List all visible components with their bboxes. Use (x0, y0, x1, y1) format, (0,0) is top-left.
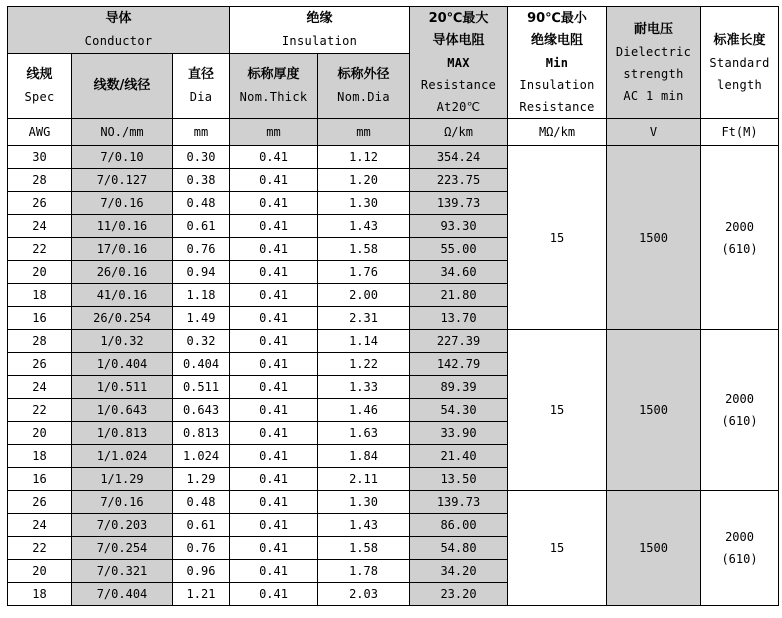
header-length-en2: length (716, 77, 763, 92)
cell-resistance: 86.00 (410, 514, 508, 537)
header-nom-dia-zh: 标称外径 (337, 67, 390, 82)
cell-strand: 1/1.29 (72, 468, 173, 491)
header-nom-thick-en: Nom.Thick (239, 90, 308, 104)
cell-nom-thick: 0.41 (230, 215, 318, 238)
cell-nom-thick: 0.41 (230, 422, 318, 445)
cell-resistance: 21.40 (410, 445, 508, 468)
header-spec-zh: 线规 (26, 67, 53, 82)
cell-insulation-resistance: 15 (508, 146, 607, 330)
header-nom-dia (318, 54, 410, 119)
cell-spec: 22 (8, 238, 72, 261)
header-resistance-zh2: 导体电阻 (432, 32, 485, 48)
cell-nom-dia: 1.33 (318, 376, 410, 399)
cell-nom-thick: 0.41 (230, 238, 318, 261)
cell-strand: 1/0.32 (72, 330, 173, 353)
cell-nom-thick: 0.41 (230, 146, 318, 169)
cell-spec: 22 (8, 399, 72, 422)
cell-strand: 7/0.321 (72, 560, 173, 583)
cell-dia: 0.813 (173, 422, 230, 445)
cell-dielectric-voltage: 1500 (607, 491, 701, 606)
cell-resistance: 93.30 (410, 215, 508, 238)
cell-spec: 26 (8, 353, 72, 376)
cell-dia: 0.76 (173, 238, 230, 261)
cell-dia: 0.32 (173, 330, 230, 353)
cell-insulation-resistance: 15 (508, 491, 607, 606)
cell-resistance: 223.75 (410, 169, 508, 192)
cell-nom-dia: 2.00 (318, 284, 410, 307)
cell-dia: 1.18 (173, 284, 230, 307)
cell-strand: 1/0.511 (72, 376, 173, 399)
cell-spec: 24 (8, 514, 72, 537)
cell-strand: 7/0.404 (72, 583, 173, 606)
cell-resistance: 227.39 (410, 330, 508, 353)
cell-standard-length (701, 330, 779, 491)
length-ft-value: 2000 (725, 530, 754, 544)
header-nom-dia-en: Nom.Dia (337, 90, 390, 104)
cell-dia: 0.76 (173, 537, 230, 560)
cell-nom-dia: 2.31 (318, 307, 410, 330)
unit-spec: AWG (8, 119, 72, 146)
unit-dielectric: V (607, 119, 701, 146)
header-spec (8, 54, 72, 119)
cell-dia: 0.404 (173, 353, 230, 376)
header-resistance-en3: At20℃ (436, 99, 481, 114)
cell-standard-length (701, 491, 779, 606)
header-spec-en: Spec (24, 90, 55, 104)
header-ir-en1: Min (545, 55, 569, 70)
cell-strand: 1/0.404 (72, 353, 173, 376)
cell-nom-thick: 0.41 (230, 307, 318, 330)
cell-nom-dia: 1.63 (318, 422, 410, 445)
cell-spec: 24 (8, 376, 72, 399)
length-m-value: (610) (721, 552, 758, 566)
cell-dia: 1.024 (173, 445, 230, 468)
cell-dia: 0.61 (173, 215, 230, 238)
length-m-value: (610) (721, 241, 758, 256)
cell-standard-length (701, 146, 779, 330)
cell-strand: 7/0.127 (72, 169, 173, 192)
unit-strand: NO./mm (72, 119, 173, 146)
cell-dia: 0.30 (173, 146, 230, 169)
cell-resistance: 142.79 (410, 353, 508, 376)
cell-nom-dia: 1.12 (318, 146, 410, 169)
cell-nom-thick: 0.41 (230, 330, 318, 353)
cell-dia: 1.49 (173, 307, 230, 330)
unit-resistance: Ω/km (410, 119, 508, 146)
unit-length: Ft(M) (701, 119, 779, 146)
cell-strand: 7/0.16 (72, 491, 173, 514)
header-dielectric-zh: 耐电压 (634, 21, 674, 37)
cell-dia: 0.48 (173, 192, 230, 215)
cell-nom-dia: 1.46 (318, 399, 410, 422)
header-ir-zh1: 90℃最小 (527, 10, 587, 26)
cell-nom-thick: 0.41 (230, 491, 318, 514)
cell-strand: 26/0.16 (72, 261, 173, 284)
header-length (701, 7, 779, 119)
length-ft-value: 2000 (725, 219, 754, 234)
cell-nom-dia: 1.22 (318, 353, 410, 376)
cell-resistance: 54.80 (410, 537, 508, 560)
cell-strand: 7/0.16 (72, 192, 173, 215)
cell-spec: 28 (8, 169, 72, 192)
cell-strand: 1/0.813 (72, 422, 173, 445)
cell-spec: 18 (8, 583, 72, 606)
cell-nom-thick: 0.41 (230, 399, 318, 422)
cell-resistance: 55.00 (410, 238, 508, 261)
cell-nom-dia: 2.11 (318, 468, 410, 491)
cell-strand: 7/0.254 (72, 537, 173, 560)
table-row (8, 491, 779, 514)
unit-dia: mm (173, 119, 230, 146)
spec-table-body (8, 146, 779, 606)
cell-resistance: 139.73 (410, 491, 508, 514)
cell-dia: 1.21 (173, 583, 230, 606)
header-dia-zh: 直径 (188, 67, 215, 82)
cell-nom-thick: 0.41 (230, 376, 318, 399)
cell-nom-dia: 1.43 (318, 514, 410, 537)
header-resistance-zh1: 20℃最大 (428, 10, 489, 26)
cell-nom-thick: 0.41 (230, 514, 318, 537)
header-dielectric-en2: strength (623, 66, 684, 81)
cell-resistance: 354.24 (410, 146, 508, 169)
cell-nom-dia: 1.58 (318, 537, 410, 560)
header-insulation-resistance (508, 7, 607, 119)
cell-strand: 1/1.024 (72, 445, 173, 468)
spec-table-wrapper (7, 6, 779, 606)
wire-spec-table (7, 6, 779, 606)
header-insulation-en: Insulation (281, 34, 358, 48)
unit-insulation-resistance: MΩ/km (508, 119, 607, 146)
cell-nom-thick: 0.41 (230, 353, 318, 376)
units-row (8, 119, 779, 146)
cell-spec: 20 (8, 560, 72, 583)
cell-nom-dia: 1.30 (318, 491, 410, 514)
cell-strand: 1/0.643 (72, 399, 173, 422)
cell-dia: 0.511 (173, 376, 230, 399)
cell-spec: 18 (8, 445, 72, 468)
length-m-value: (610) (721, 414, 758, 428)
cell-resistance: 21.80 (410, 284, 508, 307)
cell-resistance: 139.73 (410, 192, 508, 215)
cell-dia: 0.96 (173, 560, 230, 583)
cell-strand: 11/0.16 (72, 215, 173, 238)
cell-spec: 26 (8, 491, 72, 514)
cell-nom-thick: 0.41 (230, 169, 318, 192)
cell-spec: 16 (8, 468, 72, 491)
cell-resistance: 89.39 (410, 376, 508, 399)
header-dielectric-en1: Dielectric (615, 44, 692, 59)
header-nom-thick (230, 54, 318, 119)
cell-strand: 26/0.254 (72, 307, 173, 330)
header-ir-en2: Insulation (519, 77, 595, 92)
cell-dielectric-voltage: 1500 (607, 146, 701, 330)
header-length-zh: 标准长度 (713, 32, 766, 48)
header-dielectric (607, 7, 701, 119)
cell-spec: 22 (8, 537, 72, 560)
header-dielectric-en3: AC 1 min (623, 88, 684, 103)
cell-nom-thick: 0.41 (230, 284, 318, 307)
cell-spec: 18 (8, 284, 72, 307)
header-strand-zh: 线数/线径 (93, 78, 151, 93)
header-resistance-en2: Resistance (420, 77, 497, 92)
cell-nom-thick: 0.41 (230, 468, 318, 491)
cell-nom-dia: 1.78 (318, 560, 410, 583)
cell-nom-thick: 0.41 (230, 537, 318, 560)
cell-nom-dia: 1.30 (318, 192, 410, 215)
cell-spec: 30 (8, 146, 72, 169)
length-ft-value: 2000 (725, 392, 754, 406)
cell-resistance: 13.50 (410, 468, 508, 491)
cell-nom-dia: 1.76 (318, 261, 410, 284)
header-length-en1: Standard (709, 55, 770, 70)
header-dia-en: Dia (189, 90, 213, 104)
cell-spec: 20 (8, 422, 72, 445)
unit-nom-thick: mm (230, 119, 318, 146)
cell-spec: 28 (8, 330, 72, 353)
cell-resistance: 34.60 (410, 261, 508, 284)
unit-nom-dia: mm (318, 119, 410, 146)
header-conductor (8, 7, 230, 54)
header-insulation-zh: 绝缘 (306, 11, 333, 26)
cell-dielectric-voltage: 1500 (607, 330, 701, 491)
cell-nom-dia: 1.14 (318, 330, 410, 353)
header-ir-zh2: 绝缘电阻 (531, 32, 584, 48)
cell-nom-thick: 0.41 (230, 560, 318, 583)
cell-dia: 0.61 (173, 514, 230, 537)
header-insulation (230, 7, 410, 54)
cell-nom-thick: 0.41 (230, 192, 318, 215)
header-resistance-en1: MAX (447, 55, 470, 70)
table-row (8, 330, 779, 353)
cell-strand: 7/0.203 (72, 514, 173, 537)
header-resistance (410, 7, 508, 119)
cell-nom-dia: 2.03 (318, 583, 410, 606)
cell-resistance: 54.30 (410, 399, 508, 422)
header-nom-thick-zh: 标称厚度 (247, 67, 300, 82)
cell-nom-dia: 1.43 (318, 215, 410, 238)
cell-nom-dia: 1.58 (318, 238, 410, 261)
header-conductor-zh: 导体 (105, 11, 132, 26)
cell-spec: 20 (8, 261, 72, 284)
cell-spec: 16 (8, 307, 72, 330)
cell-resistance: 33.90 (410, 422, 508, 445)
header-ir-en3: Resistance (519, 99, 595, 114)
cell-strand: 41/0.16 (72, 284, 173, 307)
cell-strand: 17/0.16 (72, 238, 173, 261)
cell-nom-thick: 0.41 (230, 445, 318, 468)
cell-spec: 26 (8, 192, 72, 215)
cell-dia: 0.38 (173, 169, 230, 192)
cell-spec: 24 (8, 215, 72, 238)
cell-resistance: 34.20 (410, 560, 508, 583)
header-strand (72, 54, 173, 119)
cell-nom-dia: 1.20 (318, 169, 410, 192)
cell-nom-thick: 0.41 (230, 261, 318, 284)
table-row (8, 146, 779, 169)
cell-nom-thick: 0.41 (230, 583, 318, 606)
header-dia (173, 54, 230, 119)
cell-dia: 0.643 (173, 399, 230, 422)
cell-resistance: 13.70 (410, 307, 508, 330)
cell-dia: 0.94 (173, 261, 230, 284)
cell-strand: 7/0.10 (72, 146, 173, 169)
cell-dia: 0.48 (173, 491, 230, 514)
cell-insulation-resistance: 15 (508, 330, 607, 491)
cell-nom-dia: 1.84 (318, 445, 410, 468)
cell-resistance: 23.20 (410, 583, 508, 606)
header-conductor-en: Conductor (84, 34, 153, 48)
cell-dia: 1.29 (173, 468, 230, 491)
